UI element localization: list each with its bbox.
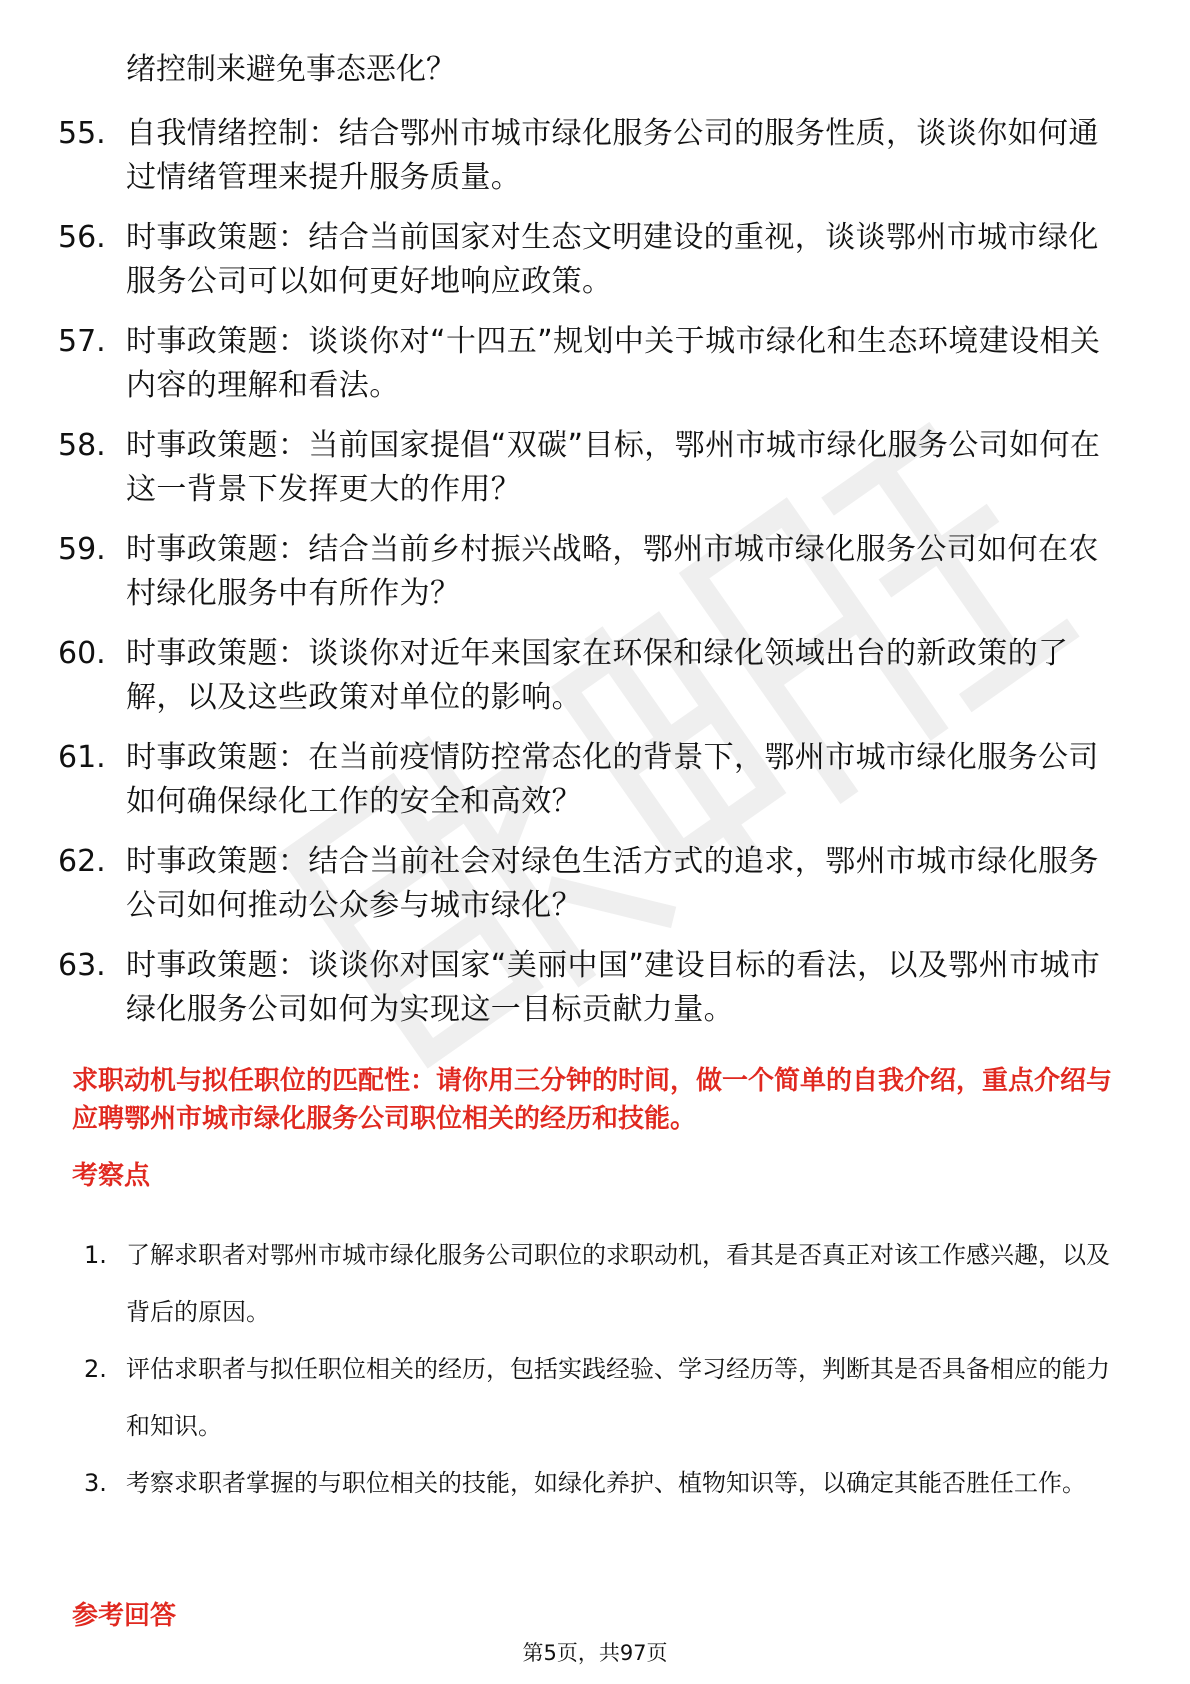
question-text: 时事政策题：谈谈你对近年来国家在环保和绿化领域出台的新政策的了解，以及这些政策对单位的影响。: [126, 636, 1069, 715]
assessment-text: 考察求职者掌握的与职位相关的技能，如绿化养护、植物知识等，以确定其能否胜任工作。: [126, 1469, 1086, 1497]
question-text: 时事政策题：当前国家提倡“双碳”目标，鄂州市城市绿化服务公司如何在这一背景下发挥更大的作用？: [126, 428, 1101, 507]
question-text: 时事政策题：结合当前社会对绿色生活方式的追求，鄂州市城市绿化服务公司如何推动公众参与城市绿化？: [126, 844, 1099, 923]
section-heading: 求职动机与拟任职位的匹配性：请你用三分钟的时间，做一个简单的自我介绍，重点介绍与应聘鄂州市城市绿化服务公司职位相关的经历和技能。: [72, 1066, 1113, 1134]
question-item: [0, 840, 1190, 944]
question-number: 55.: [58, 116, 106, 151]
question-item: [0, 216, 1190, 320]
assessment-text: 了解求职者对鄂州市城市绿化服务公司职位的求职动机，看其是否真正对该工作感兴趣，以及背后的原因。: [126, 1241, 1110, 1326]
assessment-number: 2.: [84, 1355, 107, 1383]
question-text: 时事政策题：结合当前国家对生态文明建设的重视，谈谈鄂州市城市绿化服务公司可以如何更好地响应政策。: [126, 220, 1099, 299]
question-number: 58.: [58, 428, 106, 463]
reference-answer-label: 参考回答: [72, 1601, 177, 1631]
assessment-item: [0, 1341, 1190, 1455]
question-item: [0, 944, 1190, 1048]
question-item: [0, 320, 1190, 424]
question-text: 时事政策题：在当前疫情防控常态化的背景下，鄂州市城市绿化服务公司如何确保绿化工作的安全和高效？: [126, 740, 1099, 819]
assessment-item: [0, 1227, 1190, 1341]
question-item: [0, 528, 1190, 632]
question-continuation: 绪控制来避免事态恶化？: [126, 52, 456, 87]
question-number: 62.: [58, 844, 106, 879]
question-text: 时事政策题：谈谈你对国家“美丽中国”建设目标的看法，以及鄂州市城市绿化服务公司如何为实现这一目标贡献力量。: [126, 948, 1101, 1027]
question-number: 63.: [58, 948, 106, 983]
assessment-text: 评估求职者与拟任职位相关的经历，包括实践经验、学习经历等，判断其是否具备相应的能力和知识。: [126, 1355, 1110, 1440]
question-number: 56.: [58, 220, 106, 255]
question-text: 时事政策题：谈谈你对“十四五”规划中关于城市绿化和生态环境建设相关内容的理解和看法。: [126, 324, 1101, 403]
assessment-list: [0, 1227, 1190, 1569]
assessment-number: 3.: [84, 1469, 107, 1497]
question-list: [0, 112, 1190, 1048]
question-text: 时事政策题：结合当前乡村振兴战略，鄂州市城市绿化服务公司如何在农村绿化服务中有所作为？: [126, 532, 1099, 611]
assessment-number: 1.: [84, 1241, 107, 1269]
question-number: 57.: [58, 324, 106, 359]
question-item: [0, 632, 1190, 736]
question-number: 60.: [58, 636, 106, 671]
question-item: [0, 736, 1190, 840]
question-number: 59.: [58, 532, 106, 567]
assessment-item: [0, 1455, 1190, 1569]
question-number: 61.: [58, 740, 106, 775]
question-item: [0, 424, 1190, 528]
page-footer: 第5页，共97页: [522, 1641, 668, 1665]
assessment-label: 考察点: [72, 1161, 151, 1191]
question-text: 自我情绪控制：结合鄂州市城市绿化服务公司的服务性质，谈谈你如何通过情绪管理来提升服务质量。: [126, 116, 1099, 195]
question-item: [0, 112, 1190, 216]
